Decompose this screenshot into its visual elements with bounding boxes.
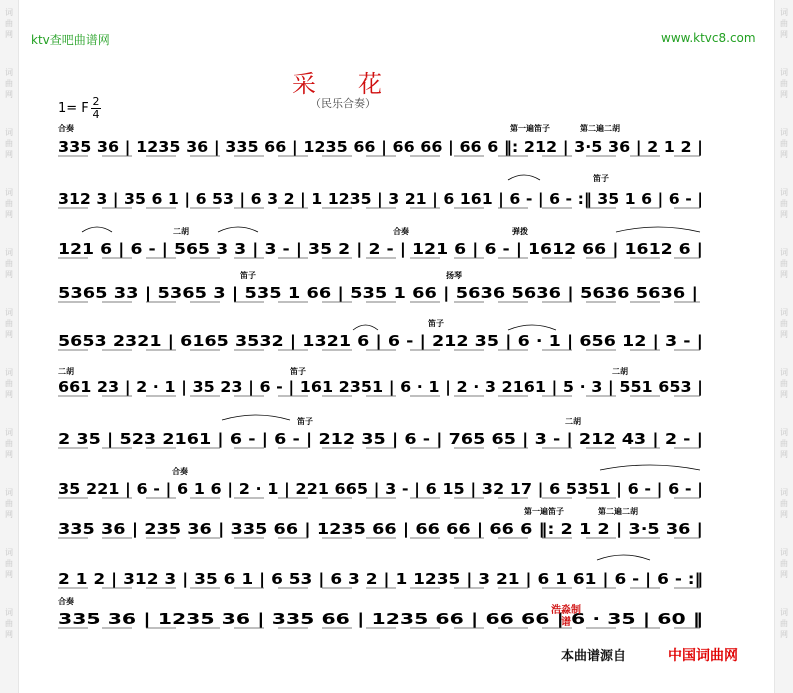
arranger-stamp (551, 605, 581, 633)
instrument-annotation: 合奏 (58, 124, 74, 133)
watermark-char: 网 (780, 450, 788, 459)
instrument-annotation: 笛子 (593, 174, 609, 183)
watermark-char: 词 (5, 548, 13, 557)
instrument-annotation: 合奏 (393, 227, 409, 236)
slur-arc (508, 325, 556, 330)
watermark-char: 词 (780, 428, 788, 437)
watermark-char: 词 (780, 8, 788, 17)
instrument-annotation: 二胡 (612, 367, 628, 376)
site-name-left: ktv查吧曲谱网 (31, 33, 110, 47)
instrument-annotation: 第二遍二胡 (580, 124, 620, 133)
watermark-char: 曲 (5, 559, 13, 568)
score-row: 2 35 | 523 2161 | 6 - | 6 - | 212 35 | 6 - | 765 65 | 3 - | 212 43 | 2 - | (58, 430, 609, 448)
watermark-char: 网 (5, 30, 13, 39)
watermark-char: 词 (780, 308, 788, 317)
watermark-char: 曲 (5, 379, 13, 388)
watermark-char: 曲 (5, 79, 13, 88)
source-site-link[interactable]: 中国词曲网 (668, 648, 738, 664)
watermark-char: 词 (5, 308, 13, 317)
song-title: 采花 (292, 70, 424, 98)
source-label: 本曲谱源自 (561, 649, 627, 664)
slur-arc (508, 175, 540, 180)
watermark-char: 词 (780, 128, 788, 137)
watermark-char: 曲 (5, 259, 13, 268)
score-row: 661 23 | 2 · 1 | 35 23 | 6 - | 161 2351 | 6 · 1 | 2 · 3 2161 | 5 · 3 | 551 653 | (58, 378, 664, 396)
watermark-char: 网 (5, 150, 13, 159)
watermark-char: 网 (780, 270, 788, 279)
watermark-char: 网 (780, 90, 788, 99)
slur-arc (353, 325, 378, 330)
slur-arc (600, 465, 700, 470)
watermark-char: 词 (780, 488, 788, 497)
instrument-annotation: 笛子 (240, 271, 256, 280)
watermark-char: 网 (780, 570, 788, 579)
instrument-annotation: 笛子 (297, 417, 313, 426)
watermark-char: 词 (780, 548, 788, 557)
watermark-char: 网 (780, 210, 788, 219)
watermark-char: 网 (5, 90, 13, 99)
arranger-stamp-text: 浩淼制谱 (551, 605, 581, 628)
instrument-annotation: 合奏 (172, 467, 188, 476)
watermark-char: 曲 (5, 319, 13, 328)
watermark-char: 网 (5, 390, 13, 399)
slur-arc (222, 415, 290, 420)
score-row: 121 6 | 6 - | 565 3 3 | 3 - | 35 2 | 2 - | 121 6 | 6 - | 1612 66 | 1612 6 | (58, 240, 618, 258)
instrument-annotation: 第一遍笛子 (524, 507, 564, 516)
instrument-annotation: 第二遍二胡 (598, 507, 638, 516)
watermark-char: 曲 (5, 439, 13, 448)
score-row: 35 221 | 6 - | 6 1 6 | 2 · 1 | 221 665 | 3 - | 6 15 | 32 17 | 6 5351 | 6 - | 6 - | (58, 480, 661, 498)
slur-arc (82, 227, 112, 232)
watermark-char: 曲 (780, 79, 788, 88)
watermark-char: 曲 (5, 499, 13, 508)
instrument-annotation: 第一遍笛子 (510, 124, 550, 133)
score-row: 335 36 | 1235 36 | 335 66 | 1235 66 | 66 66 | 66 6 ‖: 212 | 3·5 36 | 2 1 2 | (58, 138, 664, 156)
instrument-annotation: 弹拨 (512, 227, 528, 236)
watermark-char: 曲 (5, 139, 13, 148)
watermark-char: 网 (780, 510, 788, 519)
watermark-char: 曲 (780, 559, 788, 568)
instrument-annotation: 二胡 (58, 367, 74, 376)
instrument-annotation: 二胡 (565, 417, 581, 426)
instrument-annotation: 笛子 (290, 367, 306, 376)
watermark-char: 词 (5, 428, 13, 437)
watermark-char: 曲 (780, 619, 788, 628)
watermark-char: 词 (780, 68, 788, 77)
watermark-char: 词 (780, 368, 788, 377)
watermark-char: 曲 (780, 439, 788, 448)
watermark-char: 网 (5, 510, 13, 519)
watermark-char: 网 (5, 570, 13, 579)
score-row: 335 36 | 235 36 | 335 66 | 1235 66 | 66 66 | 66 6 ‖: 2 1 2 | 3·5 36 | (58, 520, 607, 538)
instrument-annotation: 扬琴 (446, 271, 462, 280)
watermark-char: 曲 (780, 379, 788, 388)
watermark-char: 曲 (780, 259, 788, 268)
watermark-char: 词 (5, 8, 13, 17)
watermark-char: 词 (5, 128, 13, 137)
instrument-annotation: 笛子 (428, 319, 444, 328)
watermark-char: 词 (780, 608, 788, 617)
watermark-char: 词 (780, 248, 788, 257)
watermark-char: 网 (5, 270, 13, 279)
watermark-char: 词 (780, 188, 788, 197)
watermark-char: 网 (780, 150, 788, 159)
slur-arc (597, 555, 650, 560)
watermark-char: 曲 (5, 19, 13, 28)
site-url-right: www.ktvc8.com (661, 31, 756, 45)
watermark-char: 词 (5, 188, 13, 197)
watermark-char: 曲 (5, 619, 13, 628)
score-row: 5653 2321 | 6165 3532 | 1321 6 | 6 - | 212 35 | 6 · 1 | 656 12 | 3 - | (58, 332, 611, 350)
key-signature: 1= F (58, 101, 89, 116)
score-row: 2 1 2 | 312 3 | 35 6 1 | 6 53 | 6 3 2 | 1 1235 | 3 21 | 6 1 61 | 6 - | 6 - :‖ (58, 570, 630, 588)
watermark-char: 曲 (780, 319, 788, 328)
watermark-char: 词 (5, 68, 13, 77)
time-signature-top: 2 (92, 95, 100, 108)
watermark-char: 网 (5, 330, 13, 339)
watermark-char: 词 (5, 608, 13, 617)
watermark-char: 曲 (780, 499, 788, 508)
watermark-char: 网 (5, 450, 13, 459)
watermark-char: 网 (780, 630, 788, 639)
score-row: 5365 33 | 5365 3 | 535 1 66 | 535 1 66 | 5636 5636 | 5636 5636 | (58, 284, 598, 302)
watermark-char: 网 (780, 390, 788, 399)
watermark-char: 网 (5, 210, 13, 219)
slur-arc (218, 227, 258, 232)
watermark-char: 网 (780, 330, 788, 339)
watermark-char: 网 (5, 630, 13, 639)
watermark-char: 曲 (5, 199, 13, 208)
time-signature-bottom: 4 (92, 108, 100, 121)
slur-arc (616, 227, 700, 232)
instrument-annotation: 二胡 (173, 227, 189, 236)
watermark-char: 网 (780, 30, 788, 39)
score-row: 335 36 | 1235 36 | 335 66 | 1235 66 | 66 66 | 6 · 35 | 60 ‖ (58, 610, 533, 628)
watermark-char: 词 (5, 368, 13, 377)
watermark-char: 词 (5, 248, 13, 257)
song-subtitle: （民乐合奏） (310, 97, 376, 110)
instrument-annotation: 合奏 (58, 597, 74, 606)
watermark-char: 曲 (780, 19, 788, 28)
watermark-char: 曲 (780, 139, 788, 148)
watermark-char: 词 (5, 488, 13, 497)
watermark-char: 曲 (780, 199, 788, 208)
score-row: 312 3 | 35 6 1 | 6 53 | 6 3 2 | 1 1235 | 3 21 | 6 161 | 6 - | 6 - :‖ 35 1 6 | 6 - | (58, 190, 673, 208)
